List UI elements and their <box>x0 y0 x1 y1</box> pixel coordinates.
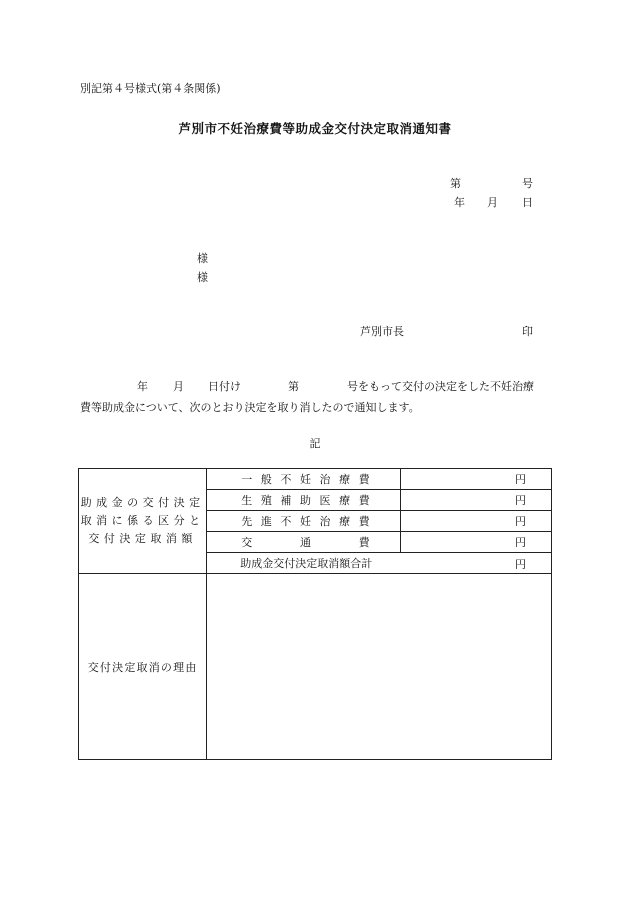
category-line-3: 交付決定取消額 <box>88 532 197 545</box>
item-char: 殖 <box>260 494 272 507</box>
item-name-cell <box>207 511 400 532</box>
seal-mark: 印 <box>522 325 533 338</box>
reason-field <box>207 574 552 760</box>
form-number-label: 別記第４号様式(第４条関係) <box>80 82 221 95</box>
item-char: 先 <box>241 515 253 528</box>
addressee-honorific-2: 様 <box>197 271 208 284</box>
table-row <box>79 469 552 490</box>
document-title: 芦別市不妊治療費等助成金交付決定取消通知書 <box>178 121 452 136</box>
item-char: 一 <box>241 473 253 486</box>
item-char: 費 <box>358 515 370 528</box>
body-month: 月 <box>173 380 184 393</box>
item-char: 療 <box>339 473 351 486</box>
item-name-cell <box>207 490 400 511</box>
body-line2-text: 費等助成金について、次のとおり決定を取り消したので通知します。 <box>80 401 420 414</box>
category-line-2: 取消に係る区分と <box>80 514 205 527</box>
category-cell <box>79 469 207 574</box>
document-number-suffix: 号 <box>522 177 533 190</box>
item-name-cell <box>207 532 400 553</box>
ki-heading: 記 <box>309 437 321 450</box>
date-year: 年 <box>454 196 465 209</box>
reason-label: 交付決定取消の理由 <box>79 574 207 760</box>
item-char: 費 <box>358 536 370 549</box>
amount-cell: 円 <box>400 532 551 553</box>
item-char: 療 <box>339 515 351 528</box>
item-char: 交 <box>241 536 253 549</box>
body-number-prefix: 第 <box>288 380 299 393</box>
item-char: 治 <box>319 515 331 528</box>
body-dated: 日付け <box>208 380 241 393</box>
amount-cell: 円 <box>400 511 551 532</box>
item-char: 妊 <box>299 473 311 486</box>
item-char: 妊 <box>299 515 311 528</box>
document-number-prefix: 第 <box>450 177 461 190</box>
item-char: 通 <box>299 536 311 549</box>
item-char: 医 <box>319 494 331 507</box>
item-char: 費 <box>358 494 370 507</box>
category-line-1: 助成金の交付決定 <box>80 496 205 509</box>
item-char: 不 <box>280 473 292 486</box>
item-char: 療 <box>339 494 351 507</box>
cancellation-table <box>78 468 552 760</box>
issuer-name: 芦別市長 <box>360 325 404 338</box>
item-char: 補 <box>280 494 292 507</box>
reason-row <box>79 574 552 760</box>
item-char: 進 <box>260 515 272 528</box>
date-day: 日 <box>522 196 533 209</box>
amount-cell: 円 <box>400 469 551 490</box>
body-line1-text: 号をもって交付の決定をした不妊治療 <box>347 380 534 393</box>
total-cell <box>207 553 552 574</box>
item-name-cell <box>207 469 400 490</box>
addressee-honorific-1: 様 <box>197 252 208 265</box>
item-char: 費 <box>358 473 370 486</box>
item-char: 治 <box>319 473 331 486</box>
item-char: 般 <box>260 473 272 486</box>
item-char: 不 <box>280 515 292 528</box>
total-unit: 円 <box>515 558 526 571</box>
item-char: 助 <box>299 494 311 507</box>
item-char: 生 <box>241 494 253 507</box>
date-month: 月 <box>487 196 498 209</box>
body-year: 年 <box>137 380 148 393</box>
amount-cell: 円 <box>400 490 551 511</box>
total-label: 助成金交付決定取消額合計 <box>240 557 373 570</box>
